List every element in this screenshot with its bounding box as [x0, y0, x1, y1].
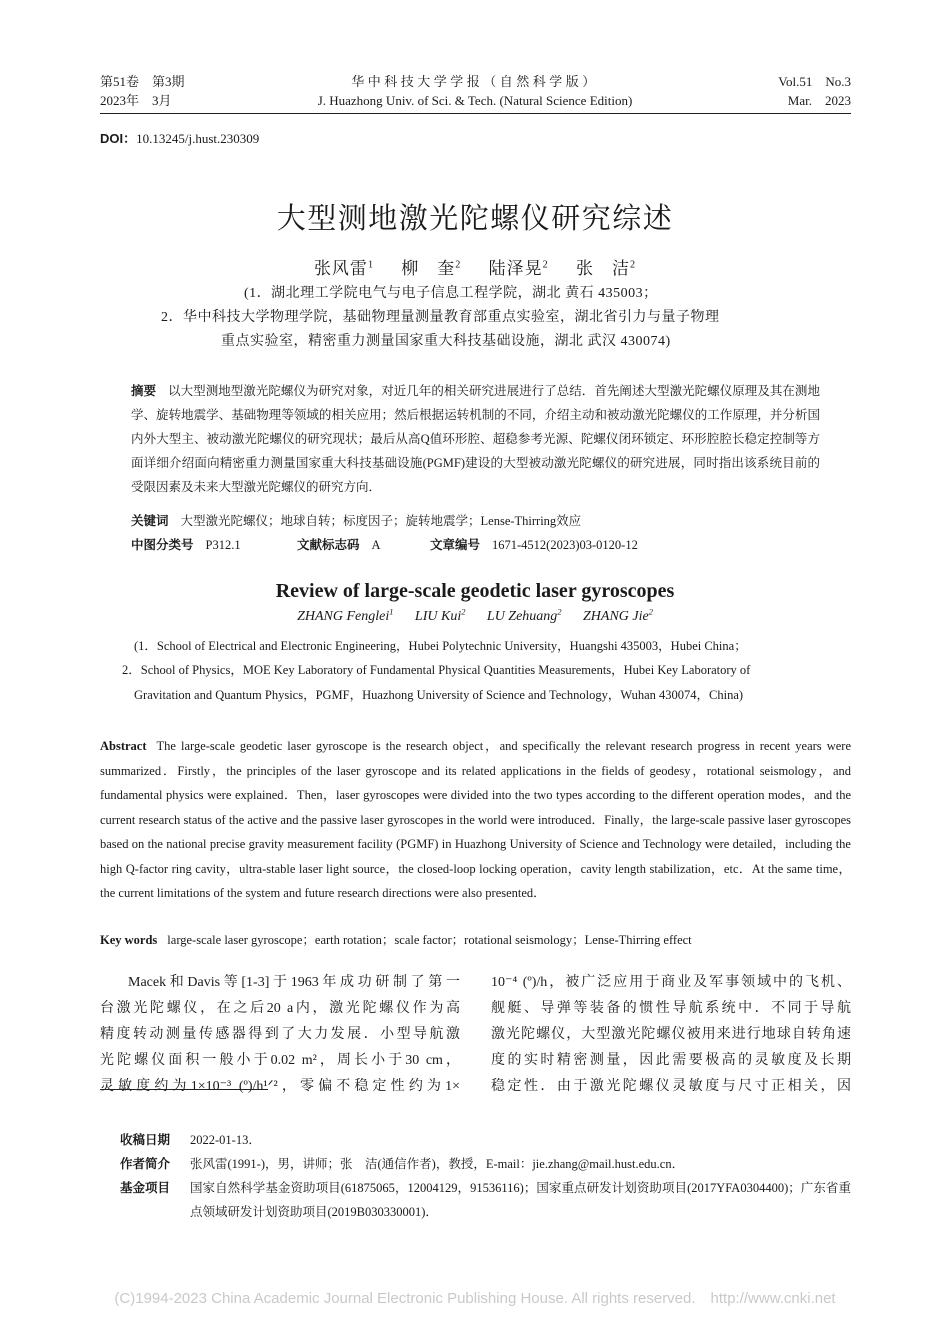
copyright-watermark: (C)1994-2023 China Academic Journal Electronic Publishing House. All rights reserved. http://www.cnki.net [114, 1290, 836, 1307]
abstract-en [100, 734, 851, 906]
abstract-cn-text: 以大型测地型激光陀螺仪为研究对象，对近几年的相关研究进展进行了总结．首先阐述大型激光陀螺仪原理及其在测地学、旋转地震学、基础物理等领域的相关应用；然后根据运转机制的不同，介绍主动和被动激光陀螺仪的工作原理，并分析国内外大型主、被动激光陀螺仪的研究现状；最后从高Q值环形腔、超稳参考光源、陀螺仪闭环锁定、环形腔腔长稳定控制等方面详细介绍面向精密重力测量国家重大科技基础设施(PGMF)建设的大型被动激光陀螺仪的研究进展，同时指出该系统目前的受限因素及未来大型激光陀螺仪的研究方向． [131, 384, 820, 494]
body-line: 舰艇、导弹等装备的惯性导航系统中．不同于导航 [491, 1001, 851, 1016]
abstract-en-label: Abstract [100, 739, 147, 753]
body-line: 精度转动测量传感器得到了大力发展．小型导航激 [100, 1027, 460, 1042]
article-number-label: 文章编号 [430, 538, 481, 552]
header-volume-issue: 第51卷 第3期 [100, 74, 185, 89]
body-line: 光陀螺仪面积一般小于0.02 m²，周长小于30 cm， [100, 1053, 460, 1068]
page-title: 大型测地激光陀螺仪研究综述 [276, 201, 674, 235]
author-en: ZHANG Fenglei$^1$ [297, 607, 394, 624]
body-line: Macek和Davis等[1-3]于1963年成功研制了第一 [128, 975, 460, 990]
body-line: 激光陀螺仪，大型激光陀螺仪被用来进行地球自转角速 [491, 1027, 851, 1042]
keywords-en [100, 931, 692, 949]
doi-label: DOI： [100, 131, 137, 146]
keywords-en-label: Key words [100, 933, 158, 947]
keywords-cn-label: 关键词 [131, 514, 169, 528]
author-list-en [0, 609, 950, 625]
keywords-cn [131, 512, 581, 530]
body-line: 台激光陀螺仪，在之后20 a内，激光陀螺仪作为高 [100, 1001, 460, 1016]
header-month-year: Mar. 2023 [787, 93, 851, 108]
footnote-rule [100, 1089, 268, 1090]
author-cn: 柳 奎$^2$ [401, 259, 462, 278]
doi [100, 128, 259, 147]
author-cn: 张 洁$^2$ [575, 259, 637, 278]
affiliation-cn-3: 重点实验室，精密重力测量国家重大科技基础设施，湖北 武汉 430074) [221, 334, 671, 349]
affiliation-en-1: (1．School of Electrical and Electronic Engineering，Hubei Polytechnic University，Huangshi 435003，Hubei China； [134, 639, 747, 653]
abstract-cn [131, 379, 820, 499]
clc-value: P312.1 [205, 538, 241, 552]
affiliation-en-2: 2．School of Physics，MOE Key Laboratory of Fundamental Physical Quantities Measurements，Hubei Key Laboratory of [122, 663, 751, 677]
article-number-value: 1671-4512(2023)03-0120-12 [492, 538, 638, 552]
affiliation-cn-2: 2．华中科技大学物理学院，基础物理量测量教育部重点实验室，湖北省引力与量子物理 [161, 310, 720, 325]
abstract-en-text: The large-scale geodetic laser gyroscope is the research object，and specifically the relevant research progress in recent years were summarized．Firstly，the principles of the laser gyroscope and its related applications in the fields of geodesy，rotational seismology，and fundamental physics were explained．Then，laser gyroscopes were divided into the two types according to the different operation modes，and the current research status of the active and the passive laser gyroscopes in the world were introduced．Finally，the large-scale passive laser gyroscopes based on the national precise gravity measurement facility (PGMF) in Huazhong University of Science and Technology were detailed，including the high Q-factor ring cavity，ultra-stable laser light source，the closed-loop locking operation，cavity length stabilization，etc．At the same time，the current limitations of the system and future research directions were also presented． [100, 739, 851, 900]
header-journal-en: J. Huazhong Univ. of Sci. & Tech. (Natural Science Edition) [317, 93, 633, 108]
author-en: LU Zehuang$^2$ [486, 607, 562, 624]
keywords-cn-text: 大型激光陀螺仪；地球自转；标度因子；旋转地震学；Lense-Thirring效应 [180, 514, 582, 528]
body-line: 灵敏度约为1×10⁻³ (º)/h¹ᐟ²，零偏不稳定性约为1× [100, 1079, 460, 1094]
author-list-cn [0, 254, 950, 279]
body-column-left [100, 970, 460, 1100]
affiliation-cn-1: (1．湖北理工学院电气与电子信息工程学院，湖北 黄石 435003； [244, 286, 658, 301]
header-vol-no: Vol.51 No.3 [778, 74, 851, 89]
title-en: Review of large-scale geodetic laser gyroscopes [275, 580, 675, 602]
clc-label: 中图分类号 [131, 538, 194, 552]
author-cn: 张风雷$^1$ [313, 259, 375, 278]
body-line: 稳定性．由于激光陀螺仪灵敏度与尺寸正相关，因 [491, 1079, 851, 1094]
body-line: 10⁻⁴ (º)/h，被广泛应用于商业及军事领域中的飞机、 [491, 975, 851, 990]
footnotes [120, 1128, 851, 1224]
affiliation-en-3: Gravitation and Quantum Physics，PGMF，Huazhong University of Science and Technology，Wuhan 430074，China) [134, 688, 744, 702]
author-en: LIU Kui$^2$ [414, 607, 466, 624]
doi-value[interactable]: 10.13245/j.hust.230309 [136, 131, 260, 146]
note-funding: 基金项目 国家自然科学基金资助项目(61875065，12004129，91536116)；国家重点研发计划资助项目(2017YFA0304400)；广东省重点领域研发计划资助项目(2019B030330001)． [120, 1181, 851, 1219]
body-column-right [491, 970, 851, 1100]
note-received: 收稿日期 2022-01-13． [120, 1133, 261, 1147]
header-rule [100, 113, 851, 114]
header-date: 2023年 3月 [100, 93, 172, 108]
body-line: 度的实时精密测量，因此需要极高的灵敏度及长期 [491, 1053, 851, 1068]
note-author-bio: 作者简介 张风雷(1991-)，男，讲师；张 洁(通信作者)，教授，E-mail：jie.zhang@mail.hust.edu.cn． [120, 1157, 685, 1171]
author-en: ZHANG Jie$^2$ [583, 607, 653, 624]
header-journal-cn: 华中科技大学学报（自然科学版） [351, 74, 599, 89]
doc-code-label: 文献标志码 [297, 538, 360, 552]
doc-code-value: A [371, 538, 381, 552]
keywords-en-text: large-scale laser gyroscope；earth rotation；scale factor；rotational seismology；Lense-Thirring effect [167, 933, 692, 947]
author-cn: 陆泽晃$^2$ [488, 259, 549, 278]
abstract-cn-label: 摘要 [131, 384, 157, 398]
